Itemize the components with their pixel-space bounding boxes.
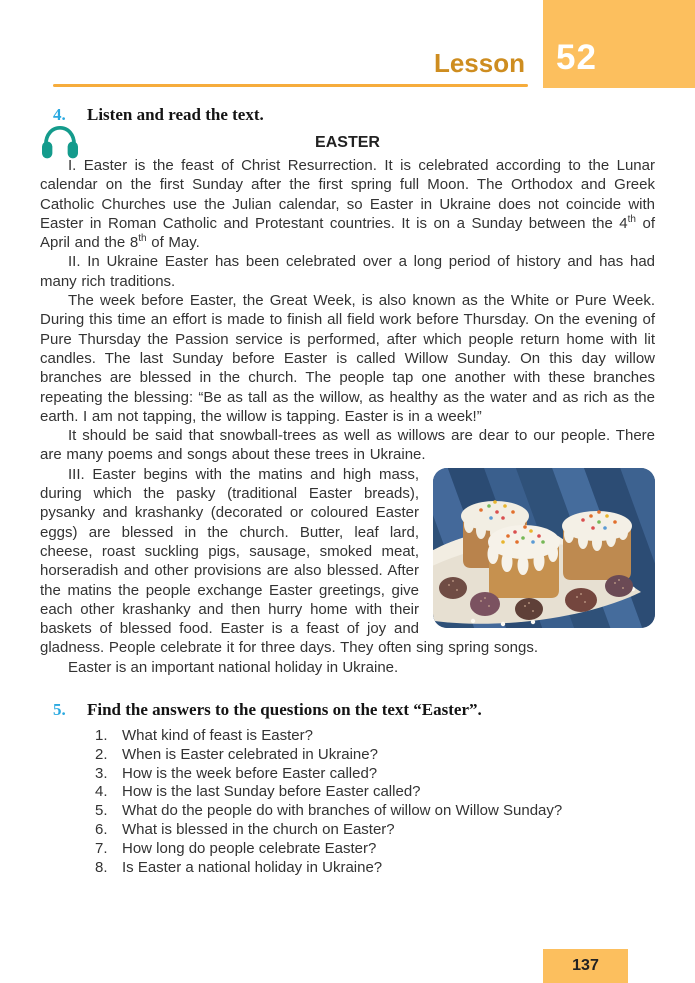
- question-item: [95, 840, 655, 859]
- exercise4-number: 4.: [53, 105, 66, 124]
- question-number: 8.: [95, 858, 108, 876]
- question-number: 5.: [95, 802, 108, 820]
- question-text: What kind of feast is Easter?: [122, 727, 313, 745]
- paragraph-2: II. In Ukraine Easter has been celebrated over a long period of history and has had many rich traditions.: [40, 253, 655, 290]
- exercise5-header: [40, 699, 655, 720]
- paragraph-3: The week before Easter, the Great Week, is also known as the White or Pure Week. During this time an effort is made to finish all field work before Thursday. On the evening of Pure Thursday the Passion service is performed, after which people return home with lit candles. The last Sunday before Easter is called Willow Sunday. On this day willow branches are blessed in the church. The people tap one another with these branches repeating the blessing: “Be as tall as the willow, as healthy as the water and as rich as the earth. I am not tapping, the willow is tapping. Easter is in a week!”: [40, 292, 655, 425]
- question-number: 2.: [95, 745, 108, 763]
- paragraph-5-block: [40, 465, 655, 658]
- easter-cakes-photo: [433, 468, 655, 628]
- question-number: 4.: [95, 783, 108, 801]
- question-number: 3.: [95, 764, 108, 782]
- question-item: [95, 727, 655, 746]
- question-text: When is Easter celebrated in Ukraine?: [122, 745, 378, 763]
- question-item: [95, 821, 655, 840]
- paragraph-6: Easter is an important national holiday in Ukraine.: [68, 658, 399, 676]
- header-underline: [53, 84, 528, 87]
- paragraph-4: It should be said that snowball-trees as well as willows are dear to our people. There are many poems and songs about these trees in Ukraine.: [40, 427, 655, 464]
- question-item: [95, 746, 655, 765]
- question-item: [95, 783, 655, 802]
- exercise4-title: Listen and read the text.: [87, 105, 264, 124]
- question-number: 6.: [95, 821, 108, 838]
- question-text: Is Easter a national holiday in Ukraine?: [122, 858, 383, 876]
- page-number: 137: [572, 957, 599, 974]
- paragraph-1-text: I. Easter is the feast of Christ Resurrection. It is celebrated according to the Lunar calendar on the first Sunday after the first spring full Moon. The Orthodox and Greek Catholic Churches use the Julian calendar, so Easter in Ukraine does not coincide with Easter in Roman Catholic and Protestant countries. It is on a Sunday between the 4: [40, 157, 655, 232]
- question-item: [95, 765, 655, 784]
- paragraph-1: [40, 156, 655, 252]
- question-item: [95, 802, 655, 821]
- exercise4-header: [40, 104, 655, 125]
- question-number: 1.: [95, 727, 108, 745]
- question-item: [95, 859, 655, 878]
- question-text: How long do people celebrate Easter?: [122, 839, 377, 857]
- question-number: 7.: [95, 839, 108, 857]
- superscript-th: th: [627, 213, 636, 225]
- reading-title: EASTER: [315, 134, 380, 151]
- question-text: What is blessed in the church on Easter?: [122, 821, 395, 838]
- lesson-label: Lesson: [433, 48, 525, 78]
- lesson-number: 52: [556, 38, 597, 77]
- paragraph-5: III. Easter begins with the matins and high mass, during which the pasky (traditional Easter breads), pysanky and krashanky (decorated or coloured Easter eggs) are blessed in the church. Butter, leaf lard, cheese, roast suckling pigs, sausage, smoked meat, horseradish and other provisions are also blessed. After the matins the people exchange Easter greetings, give each other krashanky and then hurry home with their baskets of blessed food. Easter is a feast of joy and gladness. People celebrate it for three days. They often sing spring songs.: [40, 465, 539, 657]
- paragraph-1-text: of April and the 8: [40, 214, 655, 252]
- superscript-th: th: [138, 233, 147, 245]
- page-content: [0, 104, 695, 877]
- page-number-box: [543, 949, 628, 983]
- exercise5-number: 5.: [53, 700, 66, 720]
- question-text: How is the week before Easter called?: [122, 764, 378, 782]
- question-text: What do the people do with branches of willow on Willow Sunday?: [122, 802, 563, 820]
- lesson-number-box: [543, 0, 695, 88]
- question-text: How is the last Sunday before Easter called?: [122, 783, 421, 801]
- exercise5-title: Find the answers to the questions on the text “Easter”.: [87, 700, 482, 720]
- paragraph-1-text: of May.: [146, 234, 200, 252]
- questions-list: [40, 727, 655, 877]
